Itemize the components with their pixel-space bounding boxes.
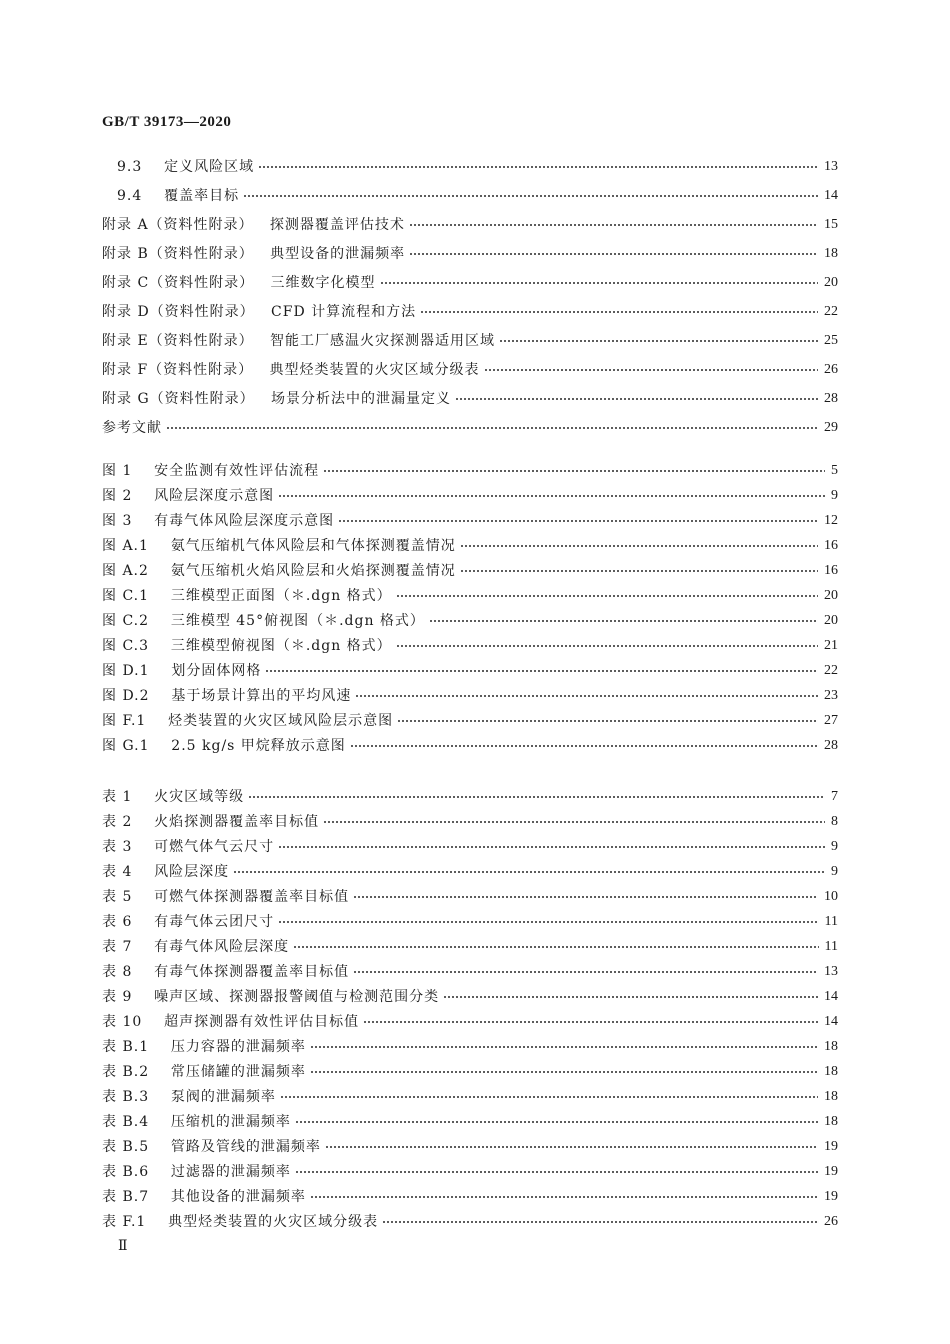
toc-entry-label: 表 4 风险层深度 bbox=[102, 864, 230, 880]
toc-entry-label: 表 9 噪声区域、探测器报警阈值与检测范围分类 bbox=[102, 989, 440, 1005]
dot-leader bbox=[460, 543, 818, 549]
toc-entry[interactable] bbox=[102, 1087, 838, 1107]
standard-number-header: GB/T 39173—2020 bbox=[102, 114, 232, 130]
toc-entry[interactable] bbox=[102, 987, 838, 1007]
dot-leader bbox=[233, 869, 825, 875]
toc-entry[interactable] bbox=[102, 862, 838, 882]
toc-entry-page-number: 23 bbox=[824, 688, 838, 703]
toc-entry-label: 表 B.7 其他设备的泄漏频率 bbox=[102, 1189, 306, 1205]
toc-entry-page-number: 7 bbox=[831, 789, 838, 804]
toc-entry[interactable] bbox=[102, 912, 838, 932]
toc-entry[interactable] bbox=[102, 1112, 838, 1132]
toc-entry-page-number: 18 bbox=[824, 246, 838, 261]
dot-leader bbox=[248, 794, 825, 800]
toc-entry-label: 图 F.1 烃类装置的火灾区域风险层示意图 bbox=[102, 713, 394, 729]
toc-entry[interactable] bbox=[102, 962, 838, 982]
toc-entry[interactable] bbox=[102, 636, 838, 656]
toc-entry-page-number: 16 bbox=[824, 563, 838, 578]
toc-entry[interactable] bbox=[102, 937, 838, 957]
dot-leader bbox=[420, 309, 818, 315]
toc-entry[interactable] bbox=[102, 1012, 838, 1032]
dot-leader bbox=[382, 1219, 818, 1225]
toc-entry[interactable] bbox=[102, 711, 838, 731]
toc-entry-label: 表 B.6 过滤器的泄漏频率 bbox=[102, 1164, 291, 1180]
toc-entry-page-number: 12 bbox=[824, 513, 838, 528]
toc-entry-label: 附录 D（资料性附录） CFD 计算流程和方法 bbox=[102, 304, 417, 320]
dot-leader bbox=[325, 1144, 818, 1150]
dot-leader bbox=[355, 693, 818, 699]
toc-entry-label: 表 3 可燃气体气云尺寸 bbox=[102, 839, 275, 855]
toc-entry-page-number: 19 bbox=[824, 1164, 838, 1179]
dot-leader bbox=[429, 618, 818, 624]
toc-entry-page-number: 28 bbox=[824, 391, 838, 406]
toc-entry[interactable] bbox=[102, 244, 838, 264]
toc-entry[interactable] bbox=[102, 511, 838, 531]
toc-entry[interactable] bbox=[102, 887, 838, 907]
dot-leader bbox=[258, 164, 818, 170]
dot-leader bbox=[350, 743, 818, 749]
dot-leader bbox=[353, 969, 818, 975]
toc-entry-label: 附录 C（资料性附录） 三维数字化模型 bbox=[102, 275, 376, 291]
toc-entry-label: 表 2 火焰探测器覆盖率目标值 bbox=[102, 814, 320, 830]
toc-entry-label: 9.4 覆盖率目标 bbox=[117, 188, 240, 204]
toc-entry[interactable] bbox=[102, 536, 838, 556]
toc-entry-page-number: 15 bbox=[824, 217, 838, 232]
toc-entry-page-number: 29 bbox=[824, 420, 838, 435]
toc-entry-page-number: 14 bbox=[824, 1014, 838, 1029]
toc-entry[interactable] bbox=[102, 561, 838, 581]
toc-entry-label: 图 A.1 氨气压缩机气体风险层和气体探测覆盖情况 bbox=[102, 538, 456, 554]
toc-entry-page-number: 18 bbox=[824, 1114, 838, 1129]
dot-leader bbox=[280, 1094, 818, 1100]
toc-entry[interactable] bbox=[102, 389, 838, 409]
toc-entry[interactable] bbox=[102, 486, 838, 506]
toc-entry-page-number: 13 bbox=[824, 159, 838, 174]
toc-entry-label: 图 C.3 三维模型俯视图（＊.dgn 格式） bbox=[102, 638, 392, 654]
page-number-footer: Ⅱ bbox=[118, 1239, 128, 1254]
toc-entry-page-number: 20 bbox=[824, 588, 838, 603]
dot-leader bbox=[460, 568, 818, 574]
toc-entry-label: 图 2 风险层深度示意图 bbox=[102, 488, 275, 504]
toc-entry-page-number: 13 bbox=[824, 964, 838, 979]
toc-entry-label: 图 C.1 三维模型正面图（＊.dgn 格式） bbox=[102, 588, 392, 604]
dot-leader bbox=[499, 338, 818, 344]
toc-entry-page-number: 18 bbox=[824, 1089, 838, 1104]
toc-entry[interactable] bbox=[102, 1162, 838, 1182]
toc-entry[interactable] bbox=[102, 1062, 838, 1082]
toc-entry[interactable] bbox=[102, 837, 838, 857]
dot-leader bbox=[409, 251, 818, 257]
dot-leader bbox=[484, 367, 818, 373]
toc-entry[interactable] bbox=[102, 418, 838, 438]
toc-entry-label: 表 10 超声探测器有效性评估目标值 bbox=[102, 1014, 360, 1030]
toc-entry-label: 图 C.2 三维模型 45°俯视图（＊.dgn 格式） bbox=[102, 613, 425, 629]
toc-entry-label: 表 5 可燃气体探测器覆盖率目标值 bbox=[102, 889, 350, 905]
toc-entry[interactable] bbox=[102, 215, 838, 235]
toc-entry[interactable] bbox=[102, 1037, 838, 1057]
dot-leader bbox=[443, 994, 818, 1000]
toc-entry[interactable] bbox=[102, 661, 838, 681]
toc-entry-page-number: 21 bbox=[824, 638, 838, 653]
toc-entry-page-number: 19 bbox=[824, 1139, 838, 1154]
dot-leader bbox=[396, 593, 818, 599]
toc-entry-page-number: 20 bbox=[824, 613, 838, 628]
toc-entry-page-number: 5 bbox=[831, 463, 838, 478]
dot-leader bbox=[295, 1119, 818, 1125]
dot-leader bbox=[243, 193, 818, 199]
toc-entry-label: 附录 E（资料性附录） 智能工厂感温火灾探测器适用区域 bbox=[102, 333, 496, 349]
toc-entry[interactable] bbox=[102, 1212, 838, 1232]
toc-entry-label: 图 3 有毒气体风险层深度示意图 bbox=[102, 513, 335, 529]
toc-entry-page-number: 14 bbox=[824, 989, 838, 1004]
toc-entry-label: 表 1 火灾区域等级 bbox=[102, 789, 245, 805]
toc-entry-page-number: 22 bbox=[824, 304, 838, 319]
dot-leader bbox=[409, 222, 818, 228]
dot-leader bbox=[310, 1194, 818, 1200]
toc-entry-page-number: 25 bbox=[824, 333, 838, 348]
dot-leader bbox=[380, 280, 818, 286]
toc-entry-page-number: 18 bbox=[824, 1064, 838, 1079]
toc-entry-page-number: 28 bbox=[824, 738, 838, 753]
toc-entry-page-number: 19 bbox=[824, 1189, 838, 1204]
toc-entry-label: 表 B.4 压缩机的泄漏频率 bbox=[102, 1114, 291, 1130]
toc-entry-label: 表 6 有毒气体云团尺寸 bbox=[102, 914, 275, 930]
toc-entry[interactable] bbox=[102, 1187, 838, 1207]
dot-leader bbox=[323, 468, 825, 474]
toc-entry[interactable] bbox=[102, 611, 838, 631]
dot-leader bbox=[338, 518, 818, 524]
toc-entry-label: 表 B.3 泵阀的泄漏频率 bbox=[102, 1089, 276, 1105]
toc-entry-label: 图 D.2 基于场景计算出的平均风速 bbox=[102, 688, 352, 704]
dot-leader bbox=[353, 894, 818, 900]
toc-entry-page-number: 26 bbox=[824, 1214, 838, 1229]
toc-entry-page-number: 9 bbox=[831, 839, 838, 854]
toc-entry-label: 表 B.2 常压储罐的泄漏频率 bbox=[102, 1064, 306, 1080]
toc-entry-label: 表 B.5 管路及管线的泄漏频率 bbox=[102, 1139, 321, 1155]
dot-leader bbox=[166, 425, 818, 431]
toc-entry-label: 表 F.1 典型烃类装置的火灾区域分级表 bbox=[102, 1214, 379, 1230]
toc-entry[interactable] bbox=[102, 461, 838, 481]
toc-entry-page-number: 11 bbox=[824, 939, 838, 954]
toc-entry-page-number: 9 bbox=[831, 864, 838, 879]
dot-leader bbox=[363, 1019, 818, 1025]
toc-entry-label: 附录 G（资料性附录） 场景分析法中的泄漏量定义 bbox=[102, 391, 451, 407]
toc-entry[interactable] bbox=[102, 331, 838, 351]
toc-entry-label: 表 B.1 压力容器的泄漏频率 bbox=[102, 1039, 306, 1055]
dot-leader bbox=[397, 718, 818, 724]
dot-leader bbox=[310, 1069, 818, 1075]
toc-entry[interactable] bbox=[117, 186, 838, 206]
dot-leader bbox=[310, 1044, 818, 1050]
toc-entry-label: 附录 A（资料性附录） 探测器覆盖评估技术 bbox=[102, 217, 405, 233]
toc-entry-page-number: 8 bbox=[831, 814, 838, 829]
toc-entry-label: 图 D.1 划分固体网格 bbox=[102, 663, 262, 679]
dot-leader bbox=[293, 944, 818, 950]
dot-leader bbox=[396, 643, 818, 649]
dot-leader bbox=[323, 819, 825, 825]
toc-entry-label: 参考文献 bbox=[102, 420, 162, 436]
toc-entry-label: 表 7 有毒气体风险层深度 bbox=[102, 939, 290, 955]
toc-entry-label: 9.3 定义风险区域 bbox=[117, 159, 255, 175]
toc-entry-page-number: 16 bbox=[824, 538, 838, 553]
toc-entry[interactable] bbox=[102, 273, 838, 293]
toc-entry-label: 图 1 安全监测有效性评估流程 bbox=[102, 463, 320, 479]
toc-entry-page-number: 14 bbox=[824, 188, 838, 203]
toc-entry[interactable] bbox=[102, 736, 838, 756]
toc-entry[interactable] bbox=[117, 157, 838, 177]
toc-entry-label: 附录 F（资料性附录） 典型烃类装置的火灾区域分级表 bbox=[102, 362, 480, 378]
dot-leader bbox=[278, 493, 825, 499]
toc-entry-page-number: 20 bbox=[824, 275, 838, 290]
toc-entry-label: 图 A.2 氨气压缩机火焰风险层和火焰探测覆盖情况 bbox=[102, 563, 456, 579]
toc-entry-page-number: 22 bbox=[824, 663, 838, 678]
dot-leader bbox=[278, 919, 818, 925]
toc-entry-page-number: 27 bbox=[824, 713, 838, 728]
toc-entry-label: 附录 B（资料性附录） 典型设备的泄漏频率 bbox=[102, 246, 406, 262]
toc-entry-page-number: 11 bbox=[824, 914, 838, 929]
dot-leader bbox=[295, 1169, 818, 1175]
toc-entry-page-number: 9 bbox=[831, 488, 838, 503]
toc-entry[interactable] bbox=[102, 360, 838, 380]
dot-leader bbox=[455, 396, 818, 402]
toc-entry[interactable] bbox=[102, 586, 838, 606]
toc-entry[interactable] bbox=[102, 812, 838, 832]
toc-entry-page-number: 26 bbox=[824, 362, 838, 377]
toc-entry-label: 图 G.1 2.5 kg/s 甲烷释放示意图 bbox=[102, 738, 346, 754]
toc-entry[interactable] bbox=[102, 787, 838, 807]
toc-entry[interactable] bbox=[102, 302, 838, 322]
toc-entry-label: 表 8 有毒气体探测器覆盖率目标值 bbox=[102, 964, 350, 980]
dot-leader bbox=[278, 844, 825, 850]
dot-leader bbox=[265, 668, 818, 674]
toc-entry-page-number: 10 bbox=[824, 889, 838, 904]
toc-entry[interactable] bbox=[102, 1137, 838, 1157]
toc-entry-page-number: 18 bbox=[824, 1039, 838, 1054]
toc-entry[interactable] bbox=[102, 686, 838, 706]
